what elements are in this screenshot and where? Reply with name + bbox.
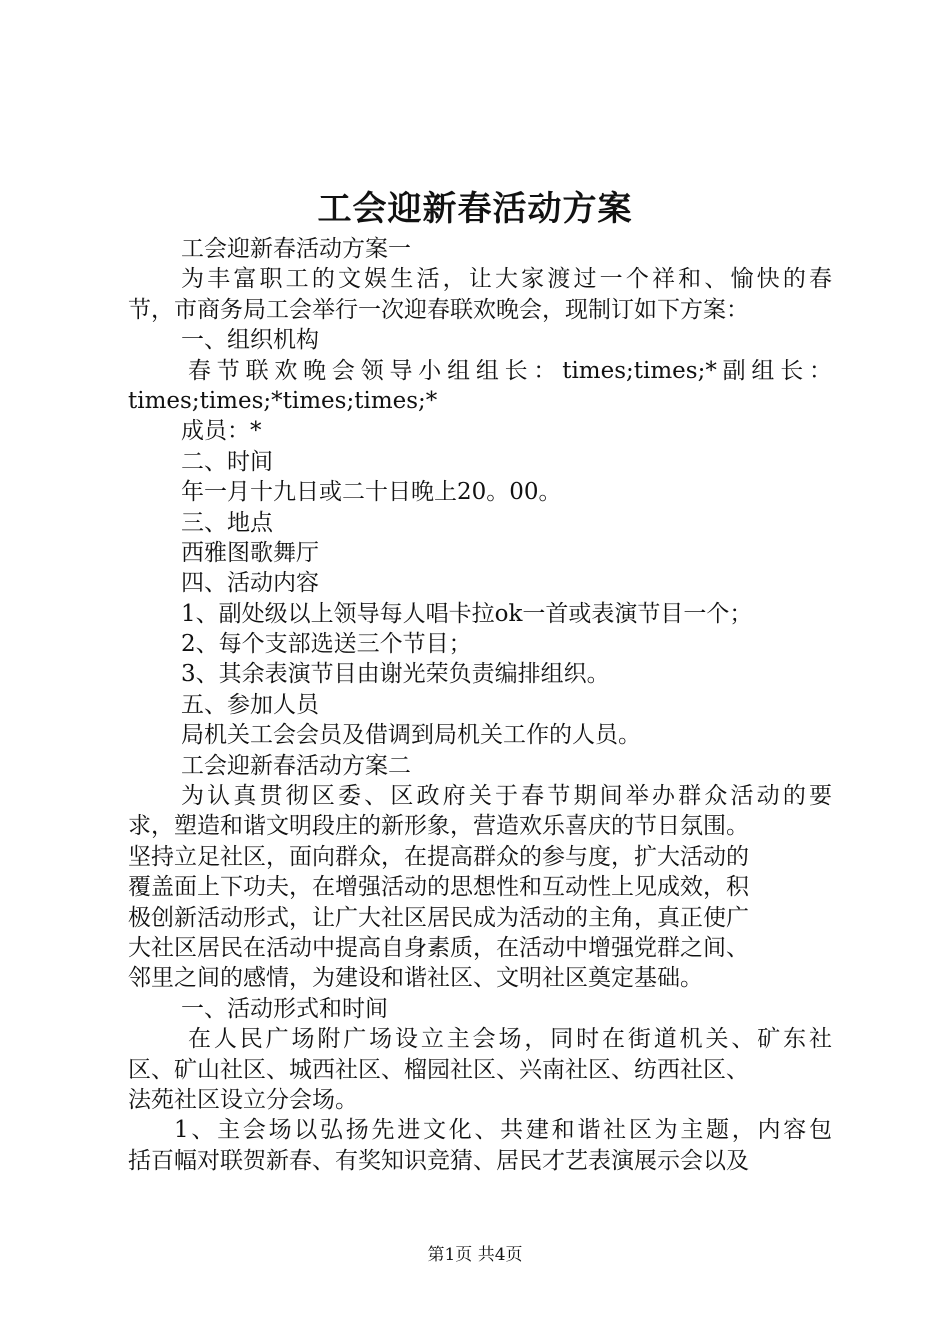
- paragraph-line: 大社区居民在活动中提高自身素质，在活动中增强党群之间、: [128, 934, 749, 961]
- paragraph-line: 1、主会场以弘扬先进文化、共建和谐社区为主题，内容包: [174, 1117, 832, 1144]
- document-title: 工会迎新春活动方案: [317, 189, 633, 229]
- paragraph-line: 为丰富职工的文娱生活，让大家渡过一个祥和、愉快的春: [181, 266, 832, 293]
- paragraph-line: 极创新活动形式，让广大社区居民成为活动的主角，真正使广: [128, 904, 749, 931]
- paragraph-line: 求，塑造和谐文明段庄的新形象，营造欢乐喜庆的节日氛围。: [128, 813, 749, 840]
- section-heading: 三、地点: [181, 509, 273, 536]
- paragraph-line: 西雅图歌舞厅: [181, 539, 319, 566]
- paragraph-line: 为认真贯彻区委、区政府关于春节期间举办群众活动的要: [181, 783, 832, 810]
- paragraph-line: 春节联欢晚会领导小组组长：times;times;*副组长：: [188, 357, 832, 384]
- paragraph-line: 成员：*: [181, 418, 262, 445]
- document-body: [128, 234, 832, 1176]
- paragraph-line: 2、每个支部选送三个节目；: [181, 631, 472, 658]
- section-heading: 一、活动形式和时间: [181, 995, 388, 1022]
- paragraph-line: times;times;*times;times;*: [128, 387, 438, 414]
- section-heading: 五、参加人员: [181, 691, 319, 718]
- paragraph-line: 局机关工会会员及借调到局机关工作的人员。: [181, 722, 641, 749]
- paragraph-line: 括百幅对联贺新春、有奖知识竞猜、居民才艺表演展示会以及: [128, 1147, 749, 1174]
- paragraph-line: 1、副处级以上领导每人唱卡拉ok一首或表演节目一个；: [181, 600, 753, 627]
- paragraph-line: 3、其余表演节目由谢光荣负责编排组织。: [181, 661, 610, 688]
- section-heading: 一、组织机构: [181, 327, 319, 354]
- paragraph-line: 覆盖面上下功夫，在增强活动的思想性和互动性上见成效，积: [128, 874, 749, 901]
- paragraph-line: 区、矿山社区、城西社区、榴园社区、兴南社区、纺西社区、: [128, 1056, 749, 1083]
- paragraph-line: 邻里之间的感情，为建设和谐社区、文明社区奠定基础。: [128, 965, 703, 992]
- paragraph-line: 节，市商务局工会举行一次迎春联欢晚会，现制订如下方案：: [128, 296, 749, 323]
- paragraph-line: 在人民广场附广场设立主会场，同时在街道机关、矿东社: [188, 1026, 832, 1053]
- paragraph-line: 年一月十九日或二十日晚上20。00。: [181, 479, 562, 506]
- section-heading: 四、活动内容: [181, 570, 319, 597]
- paragraph-line: 坚持立足社区，面向群众，在提高群众的参与度，扩大活动的: [128, 843, 749, 870]
- section-heading: 工会迎新春活动方案一: [181, 236, 411, 262]
- page-number: 第1页 共4页: [427, 1245, 523, 1265]
- section-heading: 工会迎新春活动方案二: [181, 752, 411, 779]
- paragraph-line: 法苑社区设立分会场。: [128, 1086, 358, 1113]
- section-heading: 二、时间: [181, 448, 273, 475]
